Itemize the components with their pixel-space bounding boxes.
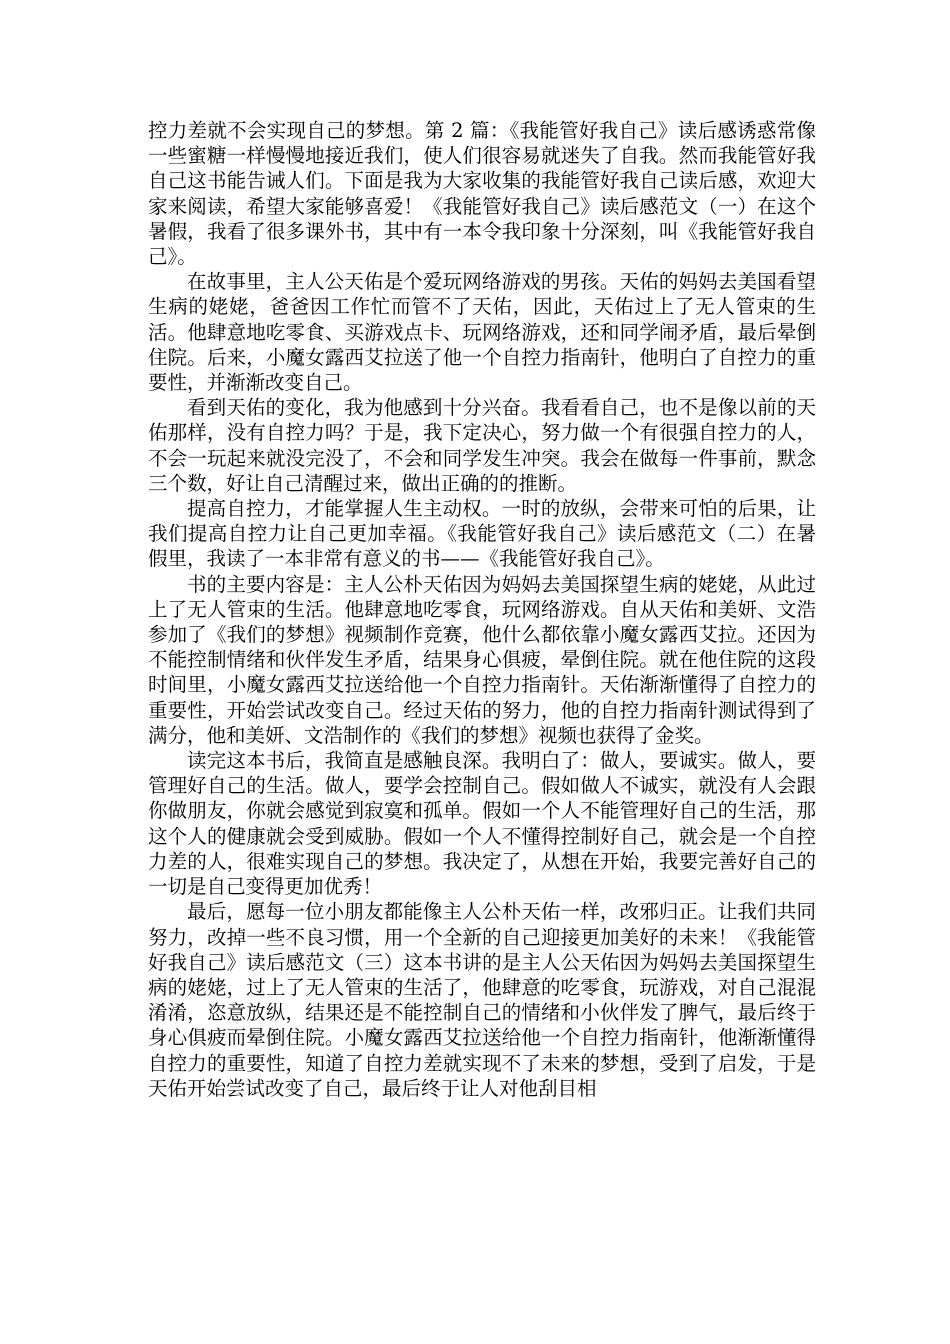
paragraph-7: 最后，愿每一位小朋友都能像主人公朴天佑一样，改邪归正。让我们共同努力，改掉一些不良习惯，用一个全新的自己迎接更加美好的未来！《我能管好我自己》读后感范文（三）这本书讲的是主人公天佑因为妈妈去美国探望生病的姥姥，过上了无人管束的生活了，他肆意的吃零食，玩游戏，对自己混混淆淆，恣意放纵，结果还是不能控制自己的情绪和小伙伴发了脾气，最后终于身心俱疲而晕倒住院。小魔女露西艾拉送给他一个自控力指南针，他渐渐懂得自控力的重要性，知道了自控力差就实现不了未来的梦想，受到了启发，于是天佑开始尝试改变了自己，最后终于让人对他刮目相	[148, 900, 816, 1100]
paragraph-5: 书的主要内容是：主人公朴天佑因为妈妈去美国探望生病的姥姥，从此过上了无人管束的生活。他肆意地吃零食，玩网络游戏。自从天佑和美妍、文浩参加了《我们的梦想》视频制作竞赛，他什么都依靠小魔女露西艾拉。还因为不能控制情绪和伙伴发生矛盾，结果身心俱疲，晕倒住院。就在他住院的这段时间里，小魔女露西艾拉送给他一个自控力指南针。天佑渐渐懂得了自控力的重要性，开始尝试改变自己。经过天佑的努力，他的自控力指南针测试得到了满分，他和美妍、文浩制作的《我们的梦想》视频也获得了金奖。	[148, 572, 816, 747]
document-body	[148, 118, 816, 1101]
paragraph-1: 控力差就不会实现自己的梦想。第 2 篇：《我能管好我自己》读后感诱惑常像一些蜜糖一样慢慢地接近我们，使人们很容易就迷失了自我。然而我能管好我自己这书能告诫人们。下面是我为大家收集的我能管好我自己读后感，欢迎大家来阅读，希望大家能够喜爱！《我能管好我自己》读后感范文（一）在这个暑假，我看了很多课外书，其中有一本令我印象十分深刻，叫《我能管好我自己》。	[148, 119, 816, 269]
paragraph-3: 看到天佑的变化，我为他感到十分兴奋。我看看自己，也不是像以前的天佑那样，没有自控力吗？于是，我下定决心，努力做一个有很强自控力的人，不会一玩起来就没完没了，不会和同学发生冲突。我会在做每一件事前，默念三个数，好让自己清醒过来，做出正确的的推断。	[148, 396, 816, 495]
paragraph-4: 提高自控力，才能掌握人生主动权。一时的放纵，会带来可怕的后果，让我们提高自控力让自己更加幸福。《我能管好我自己》读后感范文（二）在暑假里，我读了一本非常有意义的书——《我能管好我自己》。	[148, 497, 816, 571]
paragraph-6: 读完这本书后，我简直是感触良深。我明白了：做人，要诚实。做人，要管理好自己的生活。做人，要学会控制自己。假如做人不诚实，就没有人会跟你做朋友，你就会感觉到寂寞和孤单。假如一个人不能管理好自己的生活，那这个人的健康就会受到威胁。假如一个人不懂得控制好自己，就会是一个自控力差的人，很难实现自己的梦想。我决定了，从想在开始，我要完善好自己的一切是自己变得更加优秀！	[148, 749, 816, 899]
paragraph-2: 在故事里，主人公天佑是个爱玩网络游戏的男孩。天佑的妈妈去美国看望生病的姥姥，爸爸因工作忙而管不了天佑，因此，天佑过上了无人管束的生活。他肆意地吃零食、买游戏点卡、玩网络游戏，还和同学闹矛盾，最后晕倒住院。后来，小魔女露西艾拉送了他一个自控力指南针，他明白了自控力的重要性，并渐渐改变自己。	[148, 270, 816, 395]
